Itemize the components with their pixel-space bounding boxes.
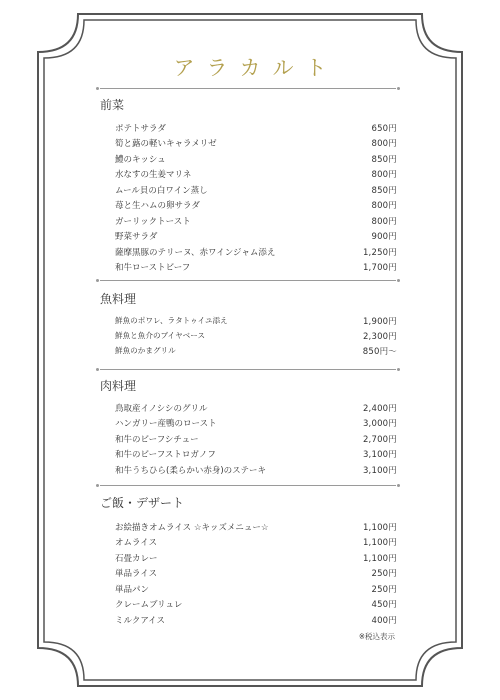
menu-item xyxy=(115,416,397,432)
item-name: クレームブリュレ xyxy=(115,600,183,611)
item-price: 850円 xyxy=(371,185,397,196)
menu-item xyxy=(115,120,397,136)
menu-item xyxy=(115,597,397,613)
item-price: 250円 xyxy=(371,584,397,595)
item-name: ミルクアイス xyxy=(115,615,165,626)
item-name: 鮮魚のポワレ、ラタトゥイユ添え xyxy=(115,316,228,325)
section-title-appetizers: 前菜 xyxy=(100,98,125,112)
tax-note: ※税込表示 xyxy=(358,632,395,641)
item-name: 野菜サラダ xyxy=(115,232,158,243)
fish-list xyxy=(115,313,397,358)
section-divider xyxy=(100,280,396,281)
item-price: 1,700円 xyxy=(362,263,397,274)
menu-item xyxy=(115,581,397,597)
menu-item xyxy=(115,198,397,214)
item-price: 400円 xyxy=(371,615,397,626)
item-name: 水なすの生姜マリネ xyxy=(115,170,192,181)
item-price: 1,100円 xyxy=(362,553,397,564)
item-name: 鳥取産イノシシのグリル xyxy=(115,403,208,414)
menu-item xyxy=(115,400,397,416)
item-price: 800円 xyxy=(371,216,397,227)
item-name: 鮮魚と魚介のブイヤベース xyxy=(115,331,206,340)
item-name: 単品パン xyxy=(115,584,150,595)
item-name: 鮮魚のかまグリル xyxy=(115,346,176,355)
item-price: 800円 xyxy=(371,139,397,150)
title-divider xyxy=(100,88,396,89)
menu-item xyxy=(115,229,397,245)
item-name: 単品ライス xyxy=(115,569,158,580)
menu-item xyxy=(115,431,397,447)
item-price: 3,000円 xyxy=(362,419,397,430)
item-price: 250円 xyxy=(371,569,397,580)
menu-item xyxy=(115,136,397,152)
item-price: 850円 xyxy=(371,154,397,165)
item-name: ハンガリー産鴨のロースト xyxy=(115,419,217,430)
menu-item xyxy=(115,519,397,535)
item-name: 和牛のビーフストロガノフ xyxy=(115,450,216,461)
menu-item xyxy=(115,313,397,328)
rice-dessert-list xyxy=(115,519,397,628)
item-price: 1,100円 xyxy=(362,538,397,549)
item-name: 薩摩黒豚のテリーヌ、赤ワインジャム添え xyxy=(115,247,276,258)
item-price: 1,100円 xyxy=(362,522,397,533)
menu-item xyxy=(115,213,397,229)
item-name: 苺と生ハムの卵サラダ xyxy=(115,201,200,212)
item-price: 2,300円 xyxy=(362,331,397,342)
menu-item xyxy=(115,462,397,478)
item-name: 和牛うちひら(柔らかい赤身)のステーキ xyxy=(115,465,266,476)
item-price: 800円 xyxy=(371,170,397,181)
item-price: 3,100円 xyxy=(362,465,397,476)
menu-item xyxy=(115,151,397,167)
item-price: 2,700円 xyxy=(362,434,397,445)
item-price: 450円 xyxy=(371,600,397,611)
item-price: 2,400円 xyxy=(362,403,397,414)
menu-title: アラカルト xyxy=(173,56,339,80)
item-name: 鱧のキッシュ xyxy=(115,154,166,165)
section-divider xyxy=(100,369,396,370)
menu-item xyxy=(115,328,397,343)
section-title-fish: 魚料理 xyxy=(100,292,137,306)
item-name: ムール貝の白ワイン蒸し xyxy=(115,185,208,196)
item-name: 石畳カレー xyxy=(115,553,158,564)
item-price: 1,250円 xyxy=(362,247,397,258)
item-name: オムライス xyxy=(115,538,158,549)
menu-item xyxy=(115,244,397,260)
item-name: お絵描きオムライス ☆キッズメニュー☆ xyxy=(115,522,269,533)
item-price: 800円 xyxy=(371,201,397,212)
menu-item xyxy=(115,182,397,198)
menu-item xyxy=(115,343,397,358)
item-price: 850円〜 xyxy=(362,346,397,357)
item-name: ガーリックトースト xyxy=(115,216,191,227)
item-price: 650円 xyxy=(371,123,397,134)
section-title-rice-dessert: ご飯・デザート xyxy=(100,496,185,510)
menu-item xyxy=(115,612,397,628)
menu-item xyxy=(115,535,397,551)
menu-item xyxy=(115,566,397,582)
item-name: ポテトサラダ xyxy=(115,123,166,134)
menu-item xyxy=(115,260,397,276)
item-name: 筍と蕗の軽いキャラメリゼ xyxy=(115,139,217,150)
section-title-meat: 肉料理 xyxy=(100,379,137,393)
section-divider xyxy=(100,485,396,486)
item-name: 和牛ローストビーフ xyxy=(115,263,191,274)
meat-list xyxy=(115,400,397,478)
menu-item xyxy=(115,550,397,566)
item-price: 3,100円 xyxy=(362,450,397,461)
item-price: 1,900円 xyxy=(362,316,397,327)
item-name: 和牛のビーフシチュー xyxy=(115,434,199,445)
menu-item xyxy=(115,167,397,183)
menu-item xyxy=(115,447,397,463)
appetizer-list xyxy=(115,120,397,275)
item-price: 900円 xyxy=(371,232,397,243)
